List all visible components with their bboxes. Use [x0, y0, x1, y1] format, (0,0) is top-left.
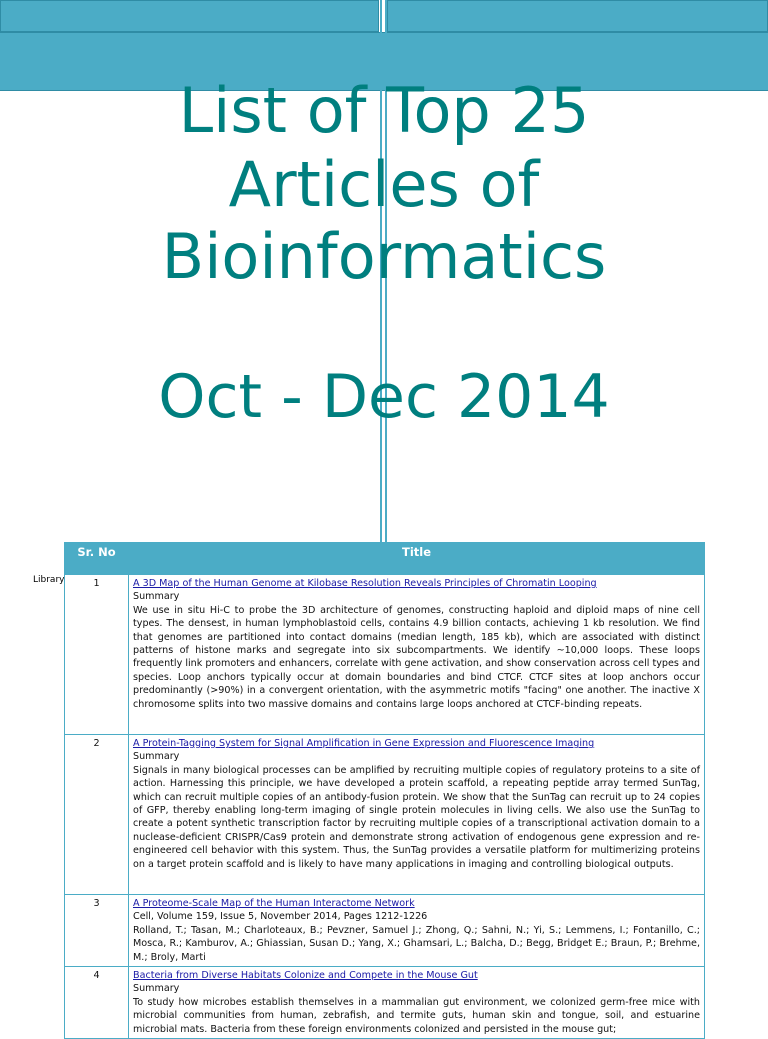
summary-label: Summary	[133, 591, 180, 603]
article-abstract: Signals in many biological processes can be amplified by recruiting multiple copies of regulatory proteins to a site of action. Harnessing this principle, we have developed a protein scaffold, a repeating peptide array termed SunTag, which can recruit multiple copies of an antibody-fusion protein. We show that the SunTag can recruit up to 24 copies of GFP, thereby enabling long-term imaging of single protein molecules in living cells. We also use the SunTag to create a potent synthetic transcription factor by recruiting multiple copies of a transcriptional activation domain to a nuclease-deficient CRISPR/Cas9 protein and demonstrate strong activation of endogenous gene expression and re-engineered cell behavior with this system. Thus, the SunTag provides a versatile platform for multimerizing proteins on a target protein scaffold and is likely to have many applications in imaging and controlling biological outputs.	[133, 764, 700, 870]
article-abstract: To study how microbes establish themselves in a mammalian gut environment, we colonized germ-free mice with microbial communities from human, zebrafish, and termite guts, human skin and tongue, soil, and estuarine microbial mats. Bacteria from these foreign environments colonized and persisted in the mouse gut;	[133, 996, 700, 1035]
row-number: 1	[65, 575, 129, 735]
article-title-link[interactable]: A Protein-Tagging System for Signal Amplification in Gene Expression and Fluorescence Imaging	[133, 738, 595, 749]
summary-label: Summary	[133, 983, 180, 995]
row-number: 2	[65, 735, 129, 895]
article-title-link[interactable]: A 3D Map of the Human Genome at Kilobase Resolution Reveals Principles of Chromatin Looping	[133, 578, 597, 589]
article-authors: Rolland, T.; Tasan, M.; Charloteaux, B.; Pevzner, Samuel J.; Zhong, Q.; Sahni, N.; Yi, S.; Lemmens, I.; Fontanillo, C.; Mosca, R.; Kamburov, A.; Ghiassian, Susan D.; Yang, X.; Ghamsari, L.; Balcha, D.; Begg, Bridget E.; Braun, P.; Brehme, M.; Broly, Marti	[133, 924, 700, 963]
journal-citation: Cell, Volume 159, Issue 5, November 2014, Pages 1212-1226	[133, 911, 428, 923]
row-number: 3	[65, 895, 129, 967]
table-row	[65, 575, 705, 735]
summary-label: Summary	[133, 751, 180, 763]
page-subtitle: Oct - Dec 2014	[158, 362, 610, 432]
table-row	[65, 967, 705, 1039]
top-bar-right	[387, 0, 768, 32]
side-label: Library	[33, 575, 65, 585]
row-number: 4	[65, 967, 129, 1039]
row-body	[129, 895, 705, 967]
row-body	[129, 735, 705, 895]
top-bar-left	[0, 0, 379, 32]
articles-table	[64, 542, 705, 1039]
page-title-line-3: Bioinformatics	[161, 220, 607, 293]
table-row	[65, 735, 705, 895]
header-sr-no: Sr. No	[65, 543, 129, 575]
header-title: Title	[129, 543, 705, 575]
article-title-link[interactable]: Bacteria from Diverse Habitats Colonize and Compete in the Mouse Gut	[133, 970, 478, 982]
page-title-line-1: List of Top 25	[178, 74, 590, 147]
row-body	[129, 967, 705, 1039]
page-title-line-2: Articles of	[228, 148, 540, 221]
article-abstract: We use in situ Hi-C to probe the 3D architecture of genomes, constructing haploid and diploid maps of nine cell types. The densest, in human lymphoblastoid cells, contains 4.9 billion contacts, achieving 1 kb resolution. We find that genomes are partitioned into contact domains (median length, 185 kb), which are associated with distinct patterns of histone marks and segregate into six subcompartments. We identify ~10,000 loops. These loops frequently link promoters and enhancers, correlate with gene activation, and show conservation across cell types and species. Loop anchors typically occur at domain boundaries and bind CTCF. CTCF sites at loop anchors occur predominantly (>90%) in a convergent orientation, with the asymmetric motifs "facing" one another. The inactive X chromosome splits into two massive domains and contains large loops anchored at CTCF-binding repeats.	[133, 604, 700, 710]
table-row	[65, 895, 705, 967]
table-header-row	[65, 543, 705, 575]
article-title-link[interactable]: A Proteome-Scale Map of the Human Interactome Network	[133, 898, 415, 909]
row-body	[129, 575, 705, 735]
